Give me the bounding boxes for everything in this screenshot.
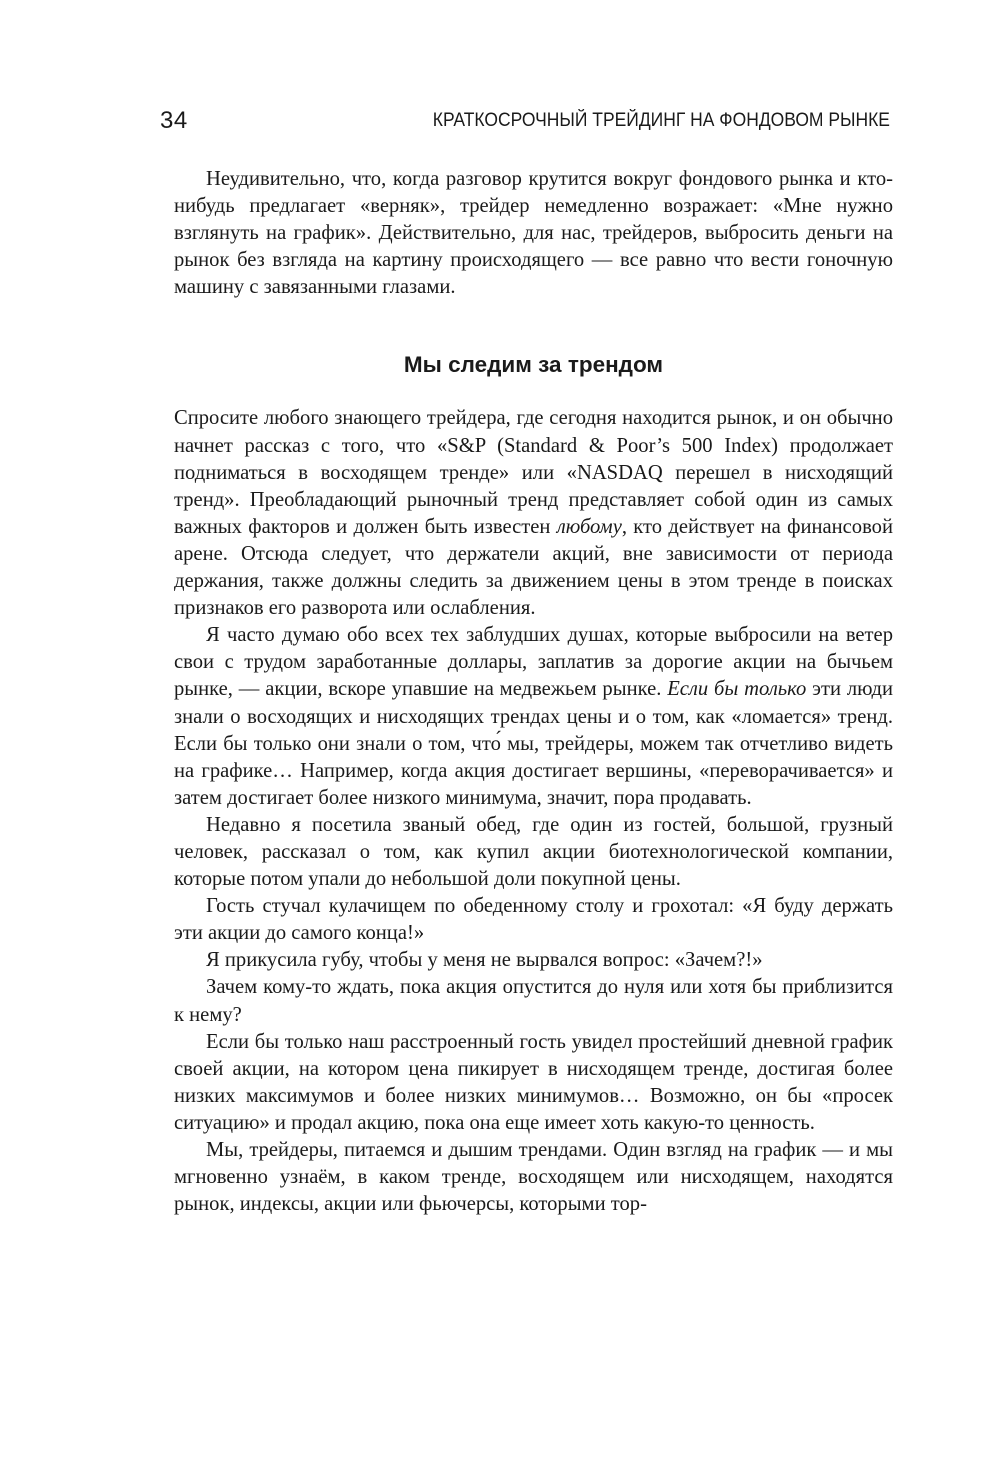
text-run: эти люди знали о восходящих и нисходящих трендах цены и о том, как «ломается» тренд. Если бы только они знали о том, что́ мы, трейдеры, можем так отчетливо видеть на графике… Например, когда акция достигает вершины, «переворачивается» и затем достигает более низкого минимума, значит, пора продавать. bbox=[174, 678, 893, 809]
paragraph-daily-chart: Если бы только наш расстроенный гость увидел простейший дневной график своей акции, на котором цена пикирует в нисходящем тренде, достигая более низких максимумов и более низких минимумов… Возможно, он бы «просек ситуацию» и продал акцию, пока она еще имеет хоть какую-то ценность. bbox=[174, 1030, 893, 1134]
running-title: КРАТКОСРОЧНЫЙ ТРЕЙДИНГ НА ФОНДОВОМ РЫНКЕ bbox=[432, 110, 890, 131]
emphasis-text: Если бы только bbox=[667, 678, 807, 701]
running-head bbox=[160, 103, 890, 143]
body-text bbox=[174, 166, 893, 1218]
emphasis-text: любому bbox=[556, 515, 622, 538]
text-run: Я часто думаю обо всех тех заблудших душах, которые выбросили на ветер свои с трудом заработанные доллары, заплатив за дорогие акции на бычьем рынке, — акции, вскоре упавшие на медвежьем рынке. bbox=[174, 624, 893, 701]
text-run: , кто действует на финансовой арене. Отсюда следует, что держатели акций, вне зависимости от периода держания, также должны следить за движением цены в этом тренде в поисках признаков его разворота или ослабления. bbox=[174, 515, 893, 620]
paragraph-bit-lip: Я прикусила губу, чтобы у меня не вырвался вопрос: «Зачем?!» bbox=[206, 949, 763, 972]
paragraph-trend-intro bbox=[174, 405, 893, 622]
page-number: 34 bbox=[160, 107, 188, 134]
paragraph-guest-quote: Гость стучал кулачищем по обеденному столу и грохотал: «Я буду держать эти акции до самого конца!» bbox=[174, 895, 893, 945]
paragraph-breathe-trends: Мы, трейдеры, питаемся и дышим трендами. Один взгляд на график — и мы мгновенно узнаём, в каком тренде, восходящем или нисходящем, находятся рынок, индексы, акции или фьючерсы, которыми тор- bbox=[174, 1139, 893, 1216]
paragraph-intro: Неудивительно, что, когда разговор крутится вокруг фондового рынка и кто-нибудь предлагает «верняк», трейдер немедленно возражает: «Мне нужно взглянуть на график». Действительно, для нас, трейдеров, выбросить деньги на рынок без взгляда на картину происходящего — все равно что вести гоночную машину с завязанными глазами. bbox=[174, 168, 893, 299]
paragraph-dinner: Недавно я посетила званый обед, где один из гостей, большой, грузный человек, рассказал о том, как купил акции биотехнологической компании, которые потом упали до небольшой доли покупной цены. bbox=[174, 813, 893, 891]
text-run: Спросите любого знающего трейдера, где сегодня находится рынок, и он обычно начнет рассказ с того, что «S&P (Standard & Poor’s 500 Index) продолжает подниматься в восходящем тренде» или «NASDAQ перешел в нисходящий тренд». Преобладающий рыночный тренд представляет собой один из самых важных факторов и должен быть известен bbox=[174, 407, 893, 538]
paragraph-lost-souls bbox=[174, 622, 893, 812]
section-heading: Мы следим за трендом bbox=[403, 352, 664, 378]
paragraph-why-wait: Зачем кому-то ждать, пока акция опустится до нуля или хотя бы приблизится к нему? bbox=[174, 976, 893, 1026]
